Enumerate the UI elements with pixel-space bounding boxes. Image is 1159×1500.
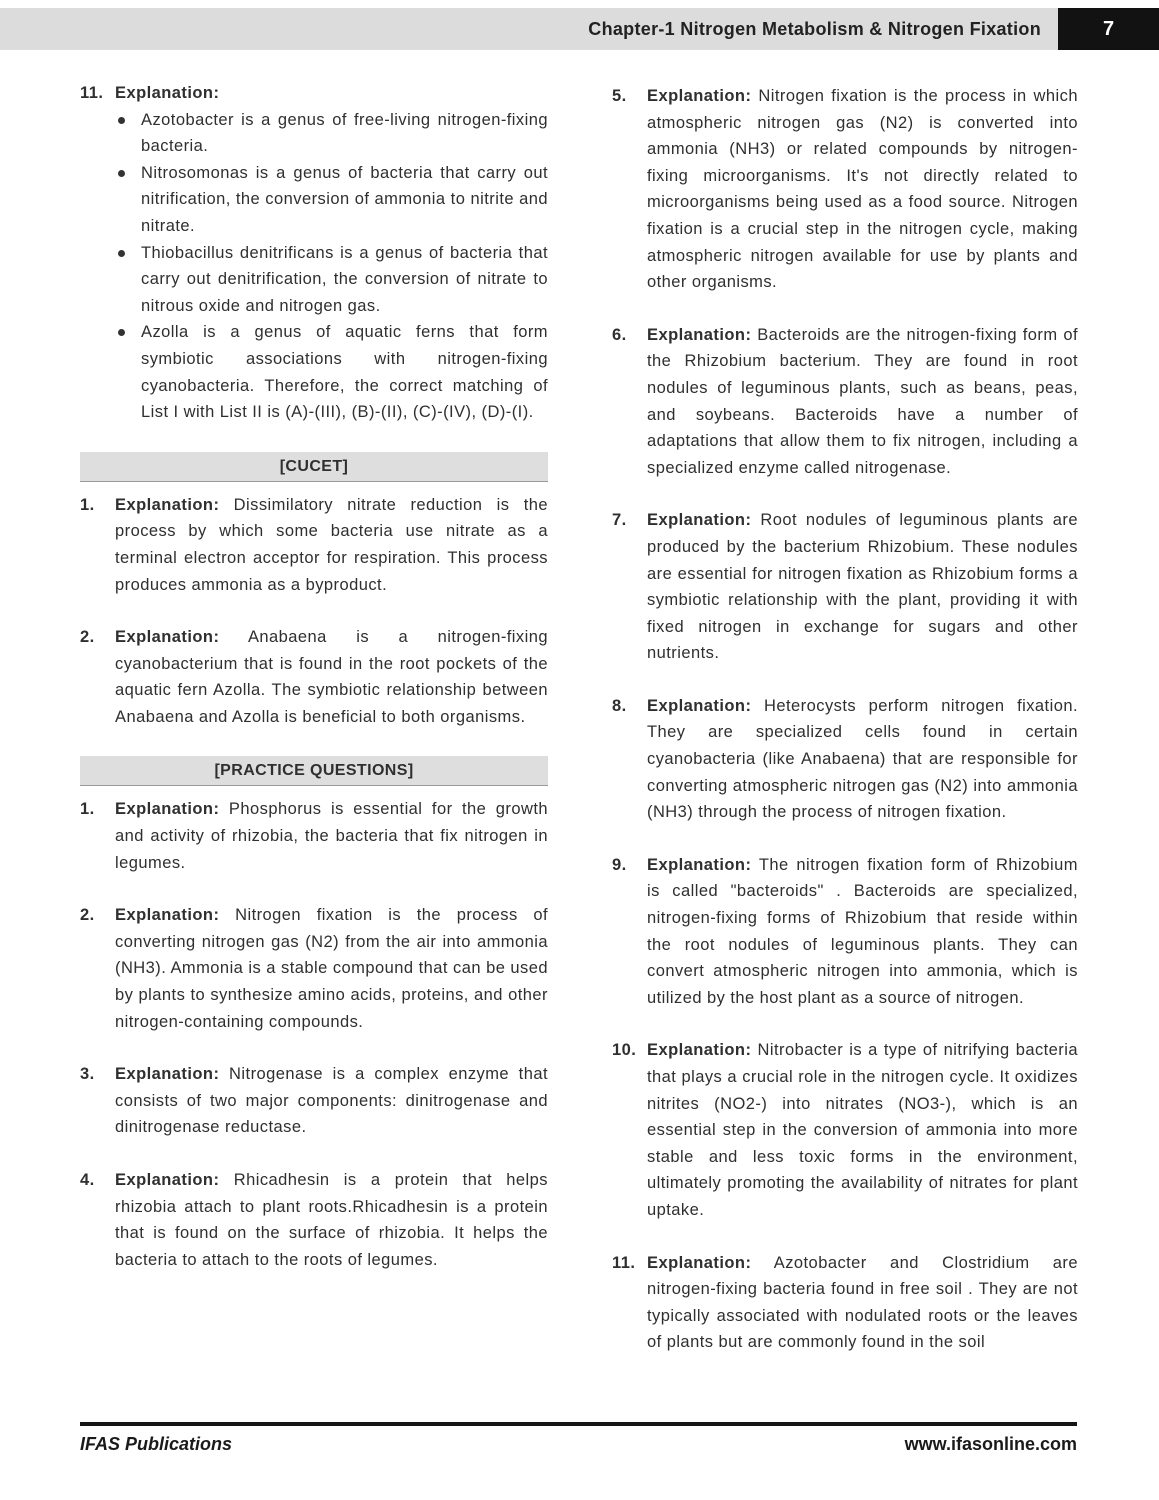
explanation-text: Rhicadhesin is a protein that helps rhizobia attach to plant roots.Rhicadhesin is a protein that is found on the surface of rhizobia. It helps the bacteria to attach to the roots of legumes. — [115, 1171, 548, 1269]
explanation-label: Explanation: — [115, 84, 220, 102]
explanation-label: Explanation: — [647, 1041, 752, 1060]
bullet-item: Azotobacter is a genus of free-living nitrogen-fixing bacteria. — [115, 107, 548, 160]
item-number: 1. — [80, 495, 95, 514]
left-column — [80, 80, 548, 1273]
item-number: 6. — [612, 325, 627, 344]
bullet-list — [115, 107, 548, 426]
item-number: 8. — [612, 696, 627, 715]
item-number: 11. — [80, 84, 104, 102]
explanation-label: Explanation: — [115, 906, 220, 925]
explanation-item — [80, 1061, 548, 1141]
chapter-title: Chapter-1 Nitrogen Metabolism & Nitrogen Fixation — [588, 19, 1041, 39]
page-number: 7 — [1058, 8, 1159, 50]
item-number: 4. — [80, 1171, 95, 1189]
footer-rule — [80, 1422, 1077, 1426]
explanation-label: Explanation: — [647, 696, 752, 715]
item-number: 1. — [80, 800, 95, 819]
explanation-item — [612, 83, 1078, 296]
footer-publisher: IFAS Publications — [80, 1434, 233, 1454]
explanation-item — [80, 902, 548, 1035]
explanation-label: Explanation: — [115, 800, 220, 819]
explanation-item — [612, 322, 1078, 482]
explanation-label: Explanation: — [647, 325, 752, 344]
explanation-text: Nitrogen fixation is the process in which atmospheric nitrogen gas (N2) is converted into ammonia (NH3) or related compounds by nitrogen-fixing microorganisms. It's not directly related to microorganisms being used as a food source. Nitrogen fixation is a crucial step in the nitrogen cycle, making atmospheric nitrogen available for use by plants and other organisms. — [647, 87, 1078, 292]
section-heading-cucet: [CUCET] — [80, 452, 548, 482]
explanation-label: Explanation: — [647, 511, 752, 530]
explanation-item — [80, 80, 548, 426]
explanation-text: The nitrogen fixation form of Rhizobium is called "bacteroids" . Bacteroids are specialized, nitrogen-fixing forms of Rhizobium that reside within the root nodules of leguminous plants. They can convert atmospheric nitrogen into ammonia, which is utilized by the host plant as a source of nitrogen. — [647, 855, 1078, 1007]
explanation-text: Nitrogenase is a complex enzyme that consists of two major components: dinitrogenase and dinitrogenase reductase. — [115, 1065, 548, 1137]
item-number: 9. — [612, 855, 627, 874]
item-number: 7. — [612, 511, 627, 530]
explanation-item — [612, 507, 1078, 667]
explanation-item — [612, 852, 1078, 1012]
explanation-text: Root nodules of leguminous plants are produced by the bacterium Rhizobium. These nodules are essential for nitrogen fixation as Rhizobium forms a symbiotic relationship with the plant, providing it with fixed nitrogen in exchange for sugars and other nutrients. — [647, 511, 1078, 663]
item-number: 5. — [612, 87, 627, 105]
explanation-text: Dissimilatory nitrate reduction is the process by which some bacteria use nitrate as a terminal electron acceptor for respiration. This process produces ammonia as a byproduct. — [115, 495, 548, 594]
item-number: 2. — [80, 628, 95, 647]
right-column — [612, 83, 1078, 1356]
explanation-item — [612, 1037, 1078, 1223]
explanation-item — [612, 693, 1078, 826]
explanation-item — [80, 796, 548, 876]
explanation-label: Explanation: — [647, 87, 752, 105]
explanation-label: Explanation: — [115, 1171, 220, 1189]
explanation-item — [80, 492, 548, 598]
item-number: 11. — [612, 1253, 636, 1272]
bullet-item: Nitrosomonas is a genus of bacteria that carry out nitrification, the conversion of ammonia to nitrite and nitrate. — [115, 160, 548, 240]
explanation-text: Heterocysts perform nitrogen fixation. They are specialized cells found in certain cyanobacteria (like Anabaena) that are responsible for converting atmospheric nitrogen gas (N2) into ammonia (NH3) through the process of nitrogen fixation. — [647, 696, 1078, 822]
item-number: 2. — [80, 906, 95, 925]
item-number: 3. — [80, 1065, 95, 1084]
explanation-item — [80, 624, 548, 730]
explanation-text: Nitrobacter is a type of nitrifying bacteria that plays a crucial role in the nitrogen cycle. It oxidizes nitrites (NO2-) into nitrates (NO3-), which is an essential step in the conversion of ammonia into more stable and less toxic forms in the environment, ultimately promoting the availability of nitrates for plant uptake. — [647, 1041, 1078, 1219]
bullet-item: Thiobacillus denitrificans is a genus of bacteria that carry out denitrification, the conversion of nitrate to nitrous oxide and nitrogen gas. — [115, 240, 548, 320]
bullet-item: Azolla is a genus of aquatic ferns that form symbiotic associations with nitrogen-fixing cyanobacteria. Therefore, the correct matching of List I with List II is (A)-(III), (B)-(II), (C)-(IV), (D)-(I). — [115, 319, 548, 425]
explanation-text: Bacteroids are the nitrogen-fixing form of the Rhizobium bacterium. They are found in root nodules of leguminous plants, such as beans, peas, and soybeans. Bacteroids have a number of adaptations that allow them to fix nitrogen, including a specialized enzyme called nitrogenase. — [647, 325, 1078, 477]
footer-website: www.ifasonline.com — [904, 1434, 1077, 1454]
explanation-label: Explanation: — [647, 855, 752, 874]
section-heading-practice: [PRACTICE QUESTIONS] — [80, 756, 548, 786]
explanation-text: Phosphorus is essential for the growth and activity of rhizobia, the bacteria that fix nitrogen in legumes. — [115, 800, 548, 872]
explanation-item — [612, 1250, 1078, 1356]
explanation-label: Explanation: — [115, 628, 220, 647]
item-number: 10. — [612, 1041, 637, 1060]
explanation-label: Explanation: — [115, 1065, 220, 1084]
explanation-label: Explanation: — [115, 495, 220, 514]
explanation-label: Explanation: — [647, 1253, 752, 1272]
explanation-text: Anabaena is a nitrogen-fixing cyanobacterium that is found in the root pockets of the aquatic fern Azolla. The symbiotic relationship between Anabaena and Azolla is beneficial to both organisms. — [115, 628, 548, 726]
explanation-text: Nitrogen fixation is the process of converting nitrogen gas (N2) from the air into ammonia (NH3). Ammonia is a stable compound that can be used by plants to synthesize amino acids, proteins, and other nitrogen-containing compounds. — [115, 906, 548, 1031]
explanation-item — [80, 1167, 548, 1273]
explanation-text: Azotobacter and Clostridium are nitrogen-fixing bacteria found in free soil . They are not typically associated with nodulated roots or the leaves of plants but are commonly found in the soil — [647, 1253, 1078, 1352]
